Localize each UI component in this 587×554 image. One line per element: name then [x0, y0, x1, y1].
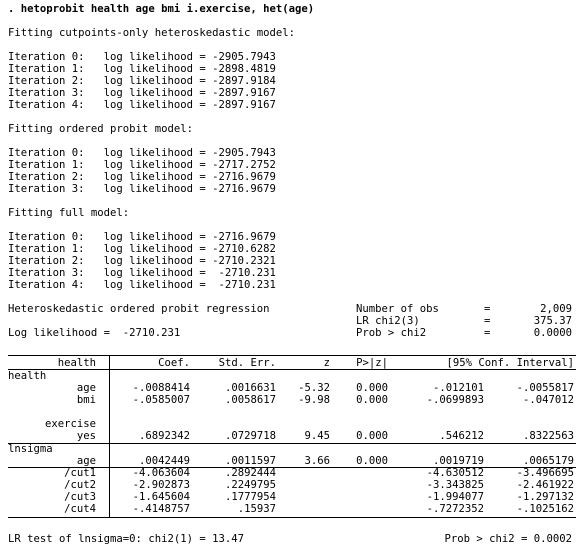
row-label: bmi: [76, 394, 96, 406]
stat-label: LR chi2(3): [356, 315, 420, 327]
iteration-line: Iteration 3: log likelihood = -2710.231: [8, 267, 276, 279]
cell-coef: -4.063604: [132, 467, 190, 479]
cell-coef: -.0585007: [132, 394, 190, 406]
iteration-line: Iteration 1: log likelihood = -2898.4819: [8, 63, 276, 75]
stat-value: 375.37: [533, 315, 572, 327]
iteration-line: Iteration 1: log likelihood = -2717.2752: [8, 159, 276, 171]
stat-label: Prob > chi2: [356, 327, 427, 339]
stat-eq: =: [484, 315, 491, 327]
cell-coef: -.0088414: [132, 382, 190, 394]
equation-rule: [8, 443, 576, 444]
cell-se: .15937: [237, 503, 276, 515]
cell-se: .2892444: [224, 467, 276, 479]
row-label: health: [8, 370, 47, 382]
cell-coef: -.4148757: [132, 503, 190, 515]
cell-hi: -.1025162: [516, 503, 574, 515]
iteration-line: Iteration 3: log likelihood = -2897.9167: [8, 87, 276, 99]
stat-value: 0.0000: [533, 327, 572, 339]
row-label: exercise: [44, 418, 96, 430]
iteration-line: Iteration 2: log likelihood = -2897.9184: [8, 75, 276, 87]
cell-lo: -1.994077: [426, 491, 484, 503]
full-model-heading: Fitting full model:: [8, 207, 130, 219]
iteration-line: Iteration 0: log likelihood = -2905.7943: [8, 147, 276, 159]
row-label: /cut1: [64, 467, 96, 479]
header-z: z: [323, 357, 330, 369]
cell-hi: .0065179: [522, 455, 574, 467]
cell-z: -9.98: [298, 394, 330, 406]
cell-se: .0058617: [224, 394, 276, 406]
iteration-line: Iteration 0: log likelihood = -2716.9679: [8, 231, 276, 243]
iteration-line: Iteration 4: log likelihood = -2710.231: [8, 279, 276, 291]
cell-p: 0.000: [356, 382, 388, 394]
cell-hi: -.0055817: [516, 382, 574, 394]
cell-p: 0.000: [356, 394, 388, 406]
cell-hi: -.047012: [522, 394, 574, 406]
stat-value: 2,009: [540, 303, 572, 315]
row-label: yes: [76, 430, 96, 442]
header-depvar: health: [57, 357, 96, 369]
cell-hi: -3.496695: [516, 467, 574, 479]
cell-se: .1777954: [224, 491, 276, 503]
cell-hi: -2.461922: [516, 479, 574, 491]
table-top-rule: [8, 355, 576, 356]
command-line: . hetoprobit health age bmi i.exercise, het(age): [8, 3, 315, 15]
header-ci: [95% Conf. Interval]: [446, 357, 574, 369]
cell-lo: .0019719: [432, 455, 484, 467]
iteration-line: Iteration 2: log likelihood = -2716.9679: [8, 171, 276, 183]
cell-se: .0011597: [224, 455, 276, 467]
lr-test-prob: Prob > chi2 = 0.0002: [444, 533, 572, 545]
cell-lo: -4.630512: [426, 467, 484, 479]
header-se: Std. Err.: [218, 357, 276, 369]
cell-se: .0729718: [224, 430, 276, 442]
cell-hi: .8322563: [522, 430, 574, 442]
cell-coef: -2.902873: [132, 479, 190, 491]
row-label: age: [76, 382, 96, 394]
cell-coef: .0042449: [138, 455, 190, 467]
row-label: /cut2: [64, 479, 96, 491]
header-p: P>|z|: [356, 357, 388, 369]
stat-eq: =: [484, 327, 491, 339]
stat-eq: =: [484, 303, 491, 315]
cell-z: 9.45: [304, 430, 330, 442]
cell-z: -5.32: [298, 382, 330, 394]
model-title: Heteroskedastic ordered probit regression: [8, 303, 270, 315]
table-header-rule: [8, 369, 576, 370]
cell-p: 0.000: [356, 430, 388, 442]
cell-coef: .6892342: [138, 430, 190, 442]
cell-coef: -1.645604: [132, 491, 190, 503]
cell-se: .2249795: [224, 479, 276, 491]
row-label: /cut4: [64, 503, 96, 515]
cell-z: 3.66: [304, 455, 330, 467]
table-bottom-rule: [8, 517, 576, 518]
cell-lo: .546212: [439, 430, 484, 442]
cell-hi: -1.297132: [516, 491, 574, 503]
cutpoints-heading: Fitting cutpoints-only heteroskedastic model:: [8, 27, 296, 39]
cell-lo: -.0699893: [426, 394, 484, 406]
cell-lo: -3.343825: [426, 479, 484, 491]
iteration-line: Iteration 3: log likelihood = -2716.9679: [8, 183, 276, 195]
header-coef: Coef.: [158, 357, 190, 369]
cell-p: 0.000: [356, 455, 388, 467]
lr-test: LR test of lnsigma=0: chi2(1) = 13.47: [8, 533, 244, 545]
cell-lo: -.012101: [432, 382, 484, 394]
log-likelihood: Log likelihood = -2710.231: [8, 327, 181, 339]
row-label: /cut3: [64, 491, 96, 503]
iteration-line: Iteration 1: log likelihood = -2710.6282: [8, 243, 276, 255]
ordered-heading: Fitting ordered probit model:: [8, 123, 193, 135]
iteration-line: Iteration 0: log likelihood = -2905.7943: [8, 51, 276, 63]
cell-se: .0016631: [224, 382, 276, 394]
row-label: age: [76, 455, 96, 467]
iteration-line: Iteration 2: log likelihood = -2710.2321: [8, 255, 276, 267]
iteration-line: Iteration 4: log likelihood = -2897.9167: [8, 99, 276, 111]
stat-label: Number of obs: [356, 303, 439, 315]
cell-lo: -.7272352: [426, 503, 484, 515]
row-label: lnsigma: [8, 443, 53, 455]
